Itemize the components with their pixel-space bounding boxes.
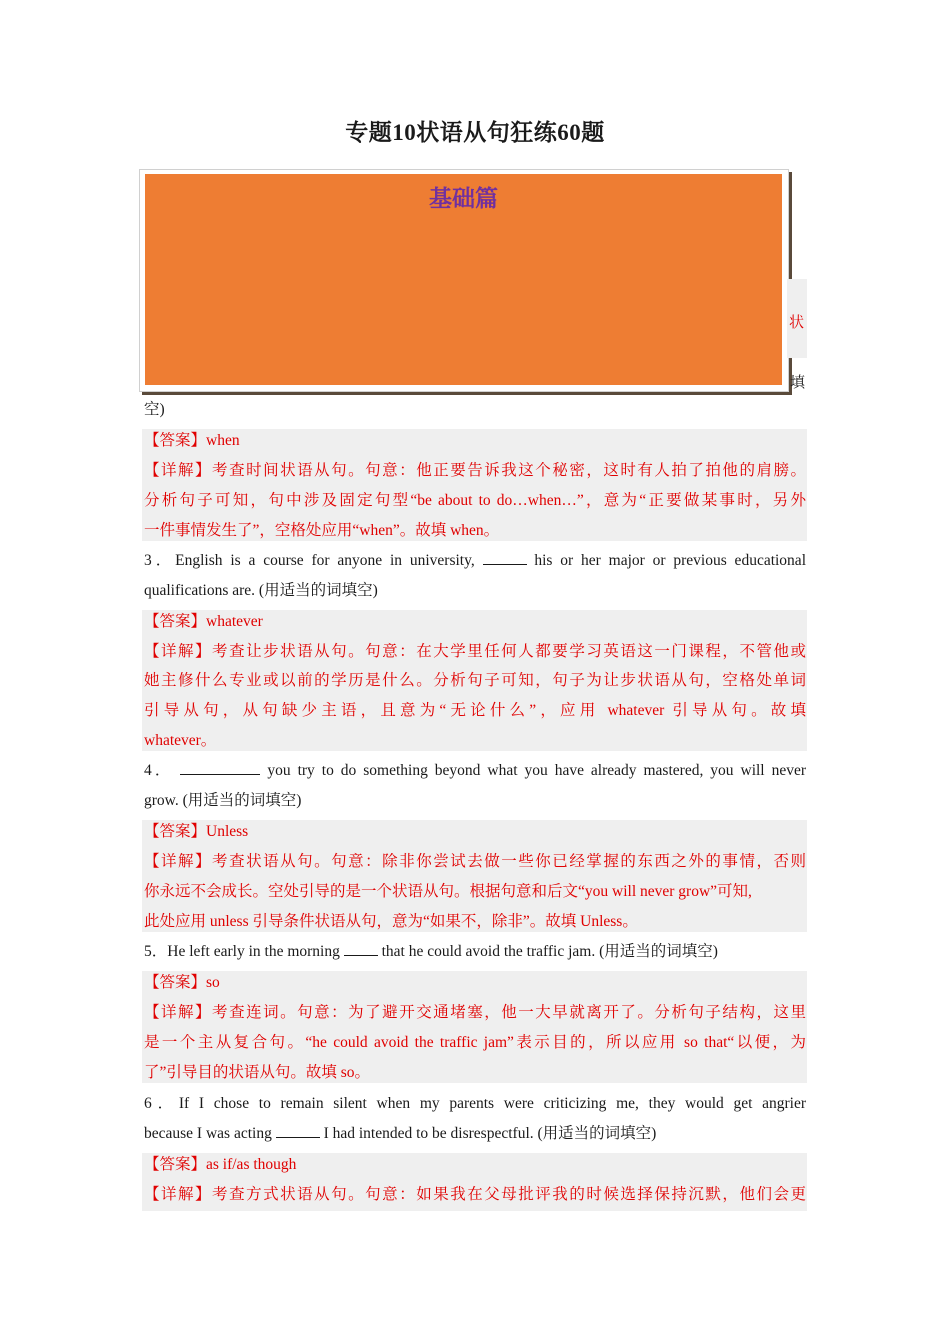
q5-detail-1: 【详解】考查连词。句意：为了避开交通堵塞，他一大早就离开了。分析句子结构，这里: [144, 1004, 806, 1021]
q4-text-a: 4．: [144, 762, 174, 779]
q3-question-line-2: qualifications are. (用适当的词填空): [144, 582, 378, 599]
q4-answer: 【答案】Unless: [144, 823, 249, 840]
q5-question-line-1: [144, 937, 806, 967]
q4-detail-2: 你永远不会成长。空处引导的是一个状语从句。根据句意和后文“you will never grow”可知,: [144, 883, 752, 900]
q4-blank[interactable]: [180, 758, 260, 775]
q4-question-line-1: [144, 756, 806, 786]
document-title: 专题10状语从句狂练60题: [345, 120, 605, 145]
q2-detail-1: 【详解】考查时间状语从句。句意：他正要告诉我这个秘密，这时有人拍了拍他的肩膀。: [144, 462, 806, 479]
q5-detail-2: 是一个主从复合句。“he could avoid the traffic jam”表示目的，所以应用 so that“以便，为: [144, 1034, 806, 1051]
q5-answer: 【答案】so: [144, 974, 220, 991]
q4-detail-3: 此处应用 unless 引导条件状语从句，意为“如果不，除非”。故填 Unless。: [144, 913, 638, 930]
peek-red-char: 状: [789, 315, 805, 331]
q2-detail-3: 一件事情发生了”，空格处应用“when”。故填 when。: [144, 522, 500, 539]
q3-text-b: his or her major or previous educational: [534, 552, 806, 569]
q2-detail-2: 分析句子可知，句中涉及固定句型“be about to do…when…”，意为“正要做某事时，另外: [144, 492, 806, 509]
q5-text-a: 5．He left early in the morning: [144, 943, 340, 960]
q4-detail-1: 【详解】考查状语从句。句意：除非你尝试去做一些你已经掌握的东西之外的事情，否则: [144, 853, 806, 870]
banner-heading: 基础篇: [429, 186, 498, 211]
q4-text-b: you try to do something beyond what you have already mastered, you will never: [267, 762, 806, 779]
q6-answer: 【答案】as if/as though: [144, 1156, 297, 1173]
q6-text-a: because I was acting: [144, 1125, 272, 1142]
q3-detail-4: whatever。: [144, 732, 217, 749]
q3-detail-1: 【详解】考查让步状语从句。句意：在大学里任何人都要学习英语这一门课程，不管他或: [144, 643, 806, 660]
q3-text-a: 3．English is a course for anyone in university,: [144, 552, 475, 569]
q6-text-b: I had intended to be disrespectful. (用适当的词填空): [323, 1125, 657, 1142]
q6-question-line-1: 6．If I chose to remain silent when my parents were criticizing me, they would get angrier: [144, 1095, 806, 1112]
q5-blank[interactable]: [344, 939, 378, 956]
q3-answer: 【答案】whatever: [144, 613, 263, 630]
q2-answer: 【答案】when: [144, 432, 240, 449]
q5-text-b: that he could avoid the traffic jam. (用适当的词填空): [381, 943, 718, 960]
q3-question-line-1: [144, 546, 806, 576]
q3-detail-3: 引导从句，从句缺少主语，且意为“无论什么”，应用 whatever 引导从句。故填: [144, 702, 806, 719]
peek-black-char: 填: [790, 375, 806, 391]
q6-detail-1: 【详解】考查方式状语从句。句意：如果我在父母批评我的时候选择保持沉默，他们会更: [144, 1186, 806, 1203]
q4-question-line-2: grow. (用适当的词填空): [144, 792, 302, 809]
q3-detail-2: 她主修什么专业或以前的学历是什么。分析句子可知，句子为让步状语从句，空格处单词: [144, 672, 806, 689]
q5-detail-3: 了”引导目的状语从句。故填 so。: [144, 1064, 371, 1081]
q6-question-line-2: [144, 1119, 806, 1149]
q6-blank[interactable]: [276, 1121, 320, 1138]
q3-blank[interactable]: [483, 548, 527, 565]
banner: [145, 174, 782, 385]
q2-tail: 空): [144, 401, 165, 418]
